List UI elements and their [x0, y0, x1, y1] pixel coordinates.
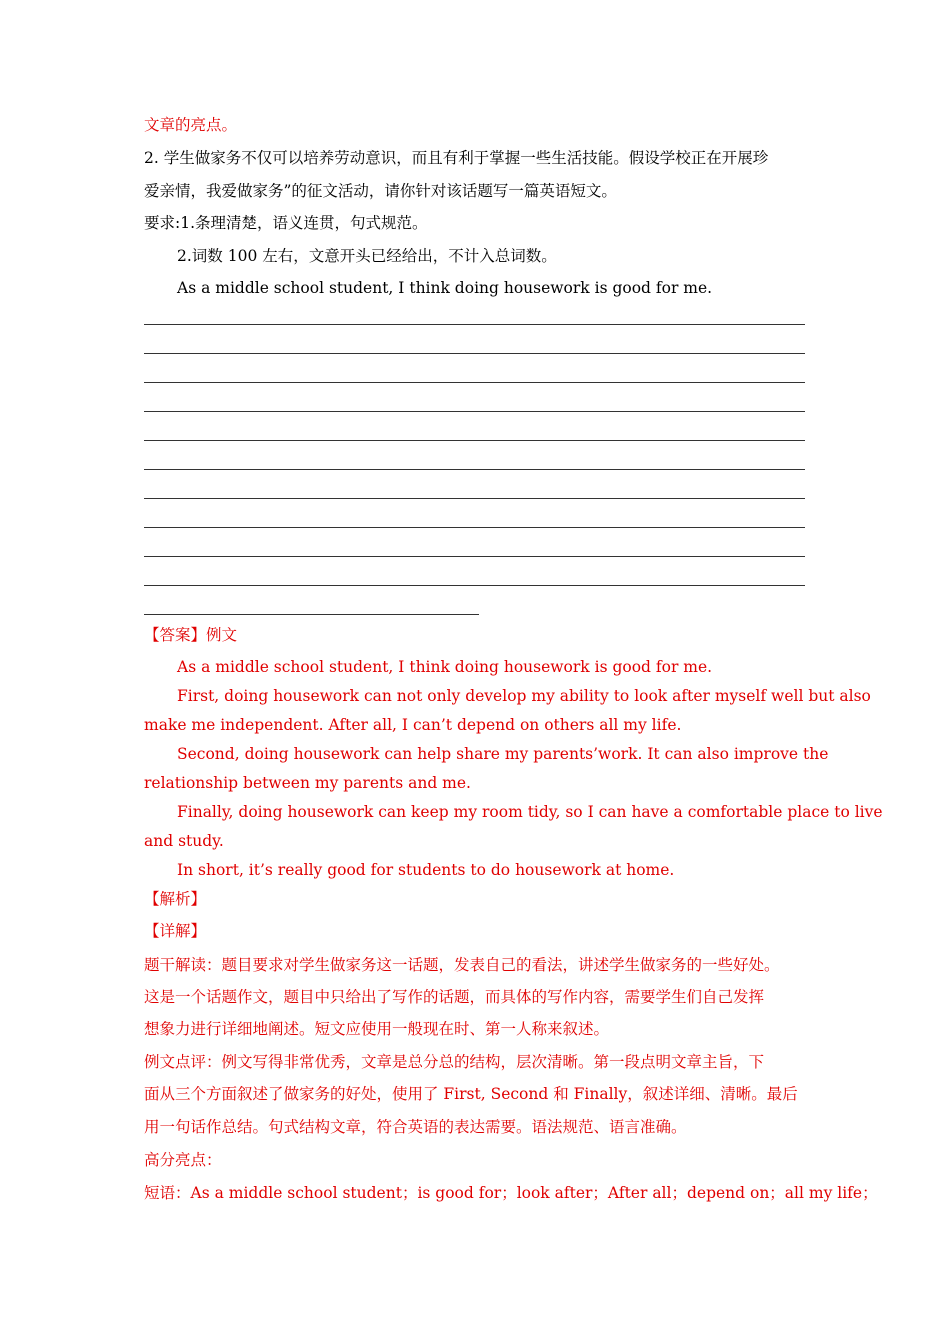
essay-paragraph-2-line-1: First, doing housework can not only develop my ability to look after myself well but also — [177, 687, 871, 705]
essay-paragraph-4-line-2: and study. — [144, 832, 224, 850]
answer-rule — [144, 353, 805, 354]
detail-heading: 【详解】 — [144, 922, 207, 940]
analysis-text-2: 这是一个话题作文，题目中只给出了写作的话题，而具体的写作内容，需要学生们自己发挥 — [144, 988, 765, 1006]
answer-rule — [144, 324, 805, 325]
answer-rule — [144, 614, 479, 615]
review-text-2: 面从三个方面叙述了做家务的好处，使用了 First, Second 和 Finally，叙述详细、清晰。最后 — [144, 1085, 798, 1103]
question-line-1: 2. 学生做家务不仅可以培养劳动意识，而且有利于掌握一些生活技能。假设学校正在开展珍 — [144, 149, 769, 167]
answer-heading: 【答案】例文 — [144, 626, 238, 644]
answer-rule — [144, 411, 805, 412]
answer-rule — [144, 527, 805, 528]
answer-rule — [144, 585, 805, 586]
essay-paragraph-2-line-2: make me independent. After all, I can’t depend on others all my life. — [144, 716, 682, 734]
answer-rule — [144, 498, 805, 499]
analysis-text-3: 想象力进行详细地阐述。短文应使用一般现在时、第一人称来叙述。 — [144, 1020, 610, 1038]
essay-opening: As a middle school student, I think doing housework is good for me. — [177, 279, 713, 297]
answer-rule — [144, 440, 805, 441]
requirement-1: 要求:1.条理清楚，语义连贯，句式规范。 — [144, 214, 428, 232]
essay-paragraph-1: As a middle school student, I think doing housework is good for me. — [177, 658, 713, 676]
essay-paragraph-3-line-2: relationship between my parents and me. — [144, 774, 471, 792]
answer-rule — [144, 469, 805, 470]
analysis-text-1: 题干解读：题目要求对学生做家务这一话题，发表自己的看法，讲述学生做家务的一些好处。 — [144, 956, 780, 974]
essay-paragraph-3-line-1: Second, doing housework can help share my parents’work. It can also improve the — [177, 745, 829, 763]
previous-text-tail: 文章的亮点。 — [144, 116, 238, 134]
review-text-1: 例文点评：例文写得非常优秀，文章是总分总的结构，层次清晰。第一段点明文章主旨，下 — [144, 1053, 765, 1071]
highlights-heading: 高分亮点： — [144, 1151, 222, 1169]
requirement-2: 2.词数 100 左右，文意开头已经给出，不计入总词数。 — [177, 247, 557, 265]
essay-paragraph-5: In short, it’s really good for students to do housework at home. — [177, 861, 675, 879]
answer-rule — [144, 382, 805, 383]
essay-paragraph-4-line-1: Finally, doing housework can keep my room tidy, so I can have a comfortable place to live — [177, 803, 883, 821]
phrases-line: 短语：As a middle school student；is good for；look after；After all；depend on；all my life； — [144, 1184, 878, 1202]
answer-rule — [144, 556, 805, 557]
analysis-heading: 【解析】 — [144, 890, 207, 908]
question-line-2: 爱亲情，我爱做家务”的征文活动，请你针对该话题写一篇英语短文。 — [144, 182, 617, 200]
review-text-3: 用一句话作总结。句式结构文章，符合英语的表达需要。语法规范、语言准确。 — [144, 1118, 687, 1136]
